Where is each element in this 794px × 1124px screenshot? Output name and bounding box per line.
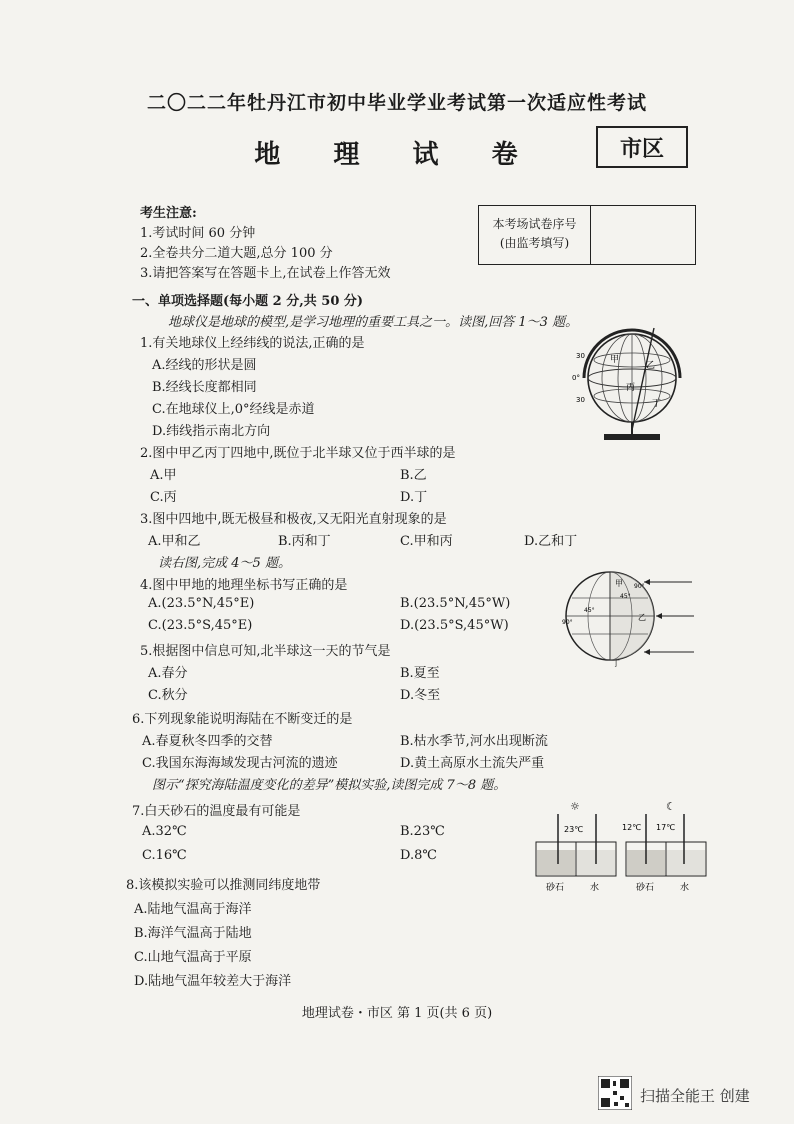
option: B.乙 — [400, 468, 427, 483]
question-stem: 1.有关地球仪上经纬线的说法,正确的是 — [140, 336, 365, 351]
sand-label: 砂石 — [546, 883, 565, 893]
option: B.夏至 — [400, 666, 440, 681]
night-temp-left: 12℃ — [622, 823, 642, 832]
globe-figure — [570, 322, 700, 454]
option: C.16℃ — [142, 848, 187, 863]
question-stem: 2.图中甲乙丙丁四地中,既位于北半球又位于西半球的是 — [140, 446, 456, 461]
latitude-mark: 30 — [576, 396, 585, 404]
globe-base — [604, 434, 660, 440]
notice-item: 1.考试时间 60 分钟 — [140, 226, 256, 241]
option: C.丙 — [150, 490, 177, 505]
subject-title: 地 理 试 卷 — [254, 140, 540, 170]
question-stem: 7.白天砂石的温度最有可能是 — [132, 804, 301, 819]
option: B.丙和丁 — [278, 534, 331, 549]
water-label: 水 — [680, 883, 690, 893]
intro-q4-5: 读右图,完成 4～5 题。 — [158, 556, 291, 571]
option: D.黄土高原水土流失严重 — [400, 756, 545, 771]
question-stem: 3.图中四地中,既无极昼和极夜,又无阳光直射现象的是 — [140, 512, 447, 527]
globe-label: 丁 — [652, 399, 662, 409]
option: C.山地气温高于平原 — [134, 950, 252, 965]
degree-mark: 45° — [584, 607, 595, 614]
globe-label: 甲 — [610, 355, 620, 365]
globe-label: 乙 — [646, 361, 656, 371]
notice-item: 2.全卷共分二道大题,总分 100 分 — [140, 246, 333, 261]
day-sand — [537, 850, 575, 875]
option: B.23℃ — [400, 824, 445, 839]
globe-point-label: 丁 — [612, 659, 620, 668]
option: B.经线长度都相同 — [152, 380, 257, 395]
option: D.丁 — [400, 490, 428, 505]
qr-code-icon — [598, 1076, 632, 1110]
serial-label — [479, 206, 591, 264]
question-stem: 5.根据图中信息可知,北半球这一天的节气是 — [140, 644, 391, 659]
option: C.(23.5°S,45°E) — [148, 618, 253, 633]
sand-label: 砂石 — [636, 883, 655, 893]
option: B.枯水季节,河水出现断流 — [400, 734, 548, 749]
section-heading: 一、单项选择题(每小题 2 分,共 50 分) — [132, 294, 364, 309]
latitude-mark: 0° — [572, 374, 580, 382]
night-water — [667, 850, 705, 875]
latitude-mark: 30 — [576, 352, 585, 360]
serial-label-line1: 本考场试卷序号 — [492, 217, 577, 231]
degree-mark: 90° — [562, 619, 573, 626]
option: A.甲和乙 — [148, 534, 201, 549]
option: D.(23.5°S,45°W) — [400, 618, 509, 633]
globe-label: 丙 — [626, 383, 636, 393]
scanner-watermark: 扫描全能王 创建 — [640, 1087, 750, 1105]
question-stem: 4.图中甲地的地理坐标书写正确的是 — [140, 578, 348, 593]
option: A.经线的形状是圆 — [152, 358, 257, 373]
ray-arrowhead — [656, 613, 662, 619]
option: A.(23.5°N,45°E) — [148, 596, 255, 611]
sun-icon: ☼ — [570, 800, 580, 813]
ray-arrowhead — [644, 649, 650, 655]
water-label: 水 — [590, 883, 600, 893]
option: D.陆地气温年较差大于海洋 — [134, 974, 292, 989]
moon-icon: ☾ — [666, 800, 676, 813]
notice-item: 3.请把答案写在答题卡上,在试卷上作答无效 — [140, 266, 391, 281]
serial-label-line2: (由监考填写) — [499, 236, 570, 250]
intro-q7-8: 图示“探究海陆温度变化的差异”模拟实验,读图完成 7～8 题。 — [152, 778, 507, 793]
option: A.春夏秋冬四季的交替 — [142, 734, 273, 749]
option: A.春分 — [148, 666, 188, 681]
intro-q1-3: 地球仪是地球的模型,是学习地理的重要工具之一。读图,回答 1～3 题。 — [168, 315, 579, 330]
option: B.海洋气温高于陆地 — [134, 926, 252, 941]
option: D.乙和丁 — [524, 534, 578, 549]
question-stem: 6.下列现象能说明海陆在不断变迁的是 — [132, 712, 353, 727]
region-box: 市区 — [596, 126, 688, 168]
option: B.(23.5°N,45°W) — [400, 596, 511, 611]
option: A.甲 — [150, 468, 177, 483]
globe-point-label: 甲 — [615, 579, 623, 588]
option: C.我国东海海域发现古河流的遗迹 — [142, 756, 338, 771]
option: A.陆地气温高于海洋 — [134, 902, 252, 917]
degree-mark: 90° — [634, 583, 645, 590]
option: C.甲和丙 — [400, 534, 453, 549]
option: D.纬线指示南北方向 — [152, 424, 271, 439]
option: C.秋分 — [148, 688, 188, 703]
degree-mark: 45° — [620, 593, 631, 600]
notice-heading: 考生注意: — [140, 206, 197, 221]
experiment-figure — [530, 798, 710, 894]
night-temp-right: 17℃ — [656, 823, 676, 832]
sunlight-globe-figure — [560, 568, 700, 670]
exam-title: 二〇二二年牡丹江市初中毕业学业考试第一次适应性考试 — [146, 92, 647, 114]
serial-number-table — [478, 205, 696, 265]
ray-arrowhead — [644, 579, 650, 585]
option: D.冬至 — [400, 688, 441, 703]
page-footer: 地理试卷・市区 第 1 页(共 6 页) — [301, 1006, 493, 1021]
globe-point-label: 乙 — [638, 613, 646, 622]
question-stem: 8.该模拟实验可以推测同纬度地带 — [126, 878, 321, 893]
option: A.32℃ — [142, 824, 187, 839]
option: D.8℃ — [400, 848, 437, 863]
day-temp-label: 23℃ — [564, 825, 584, 834]
option: C.在地球仪上,0°经线是赤道 — [152, 402, 315, 417]
